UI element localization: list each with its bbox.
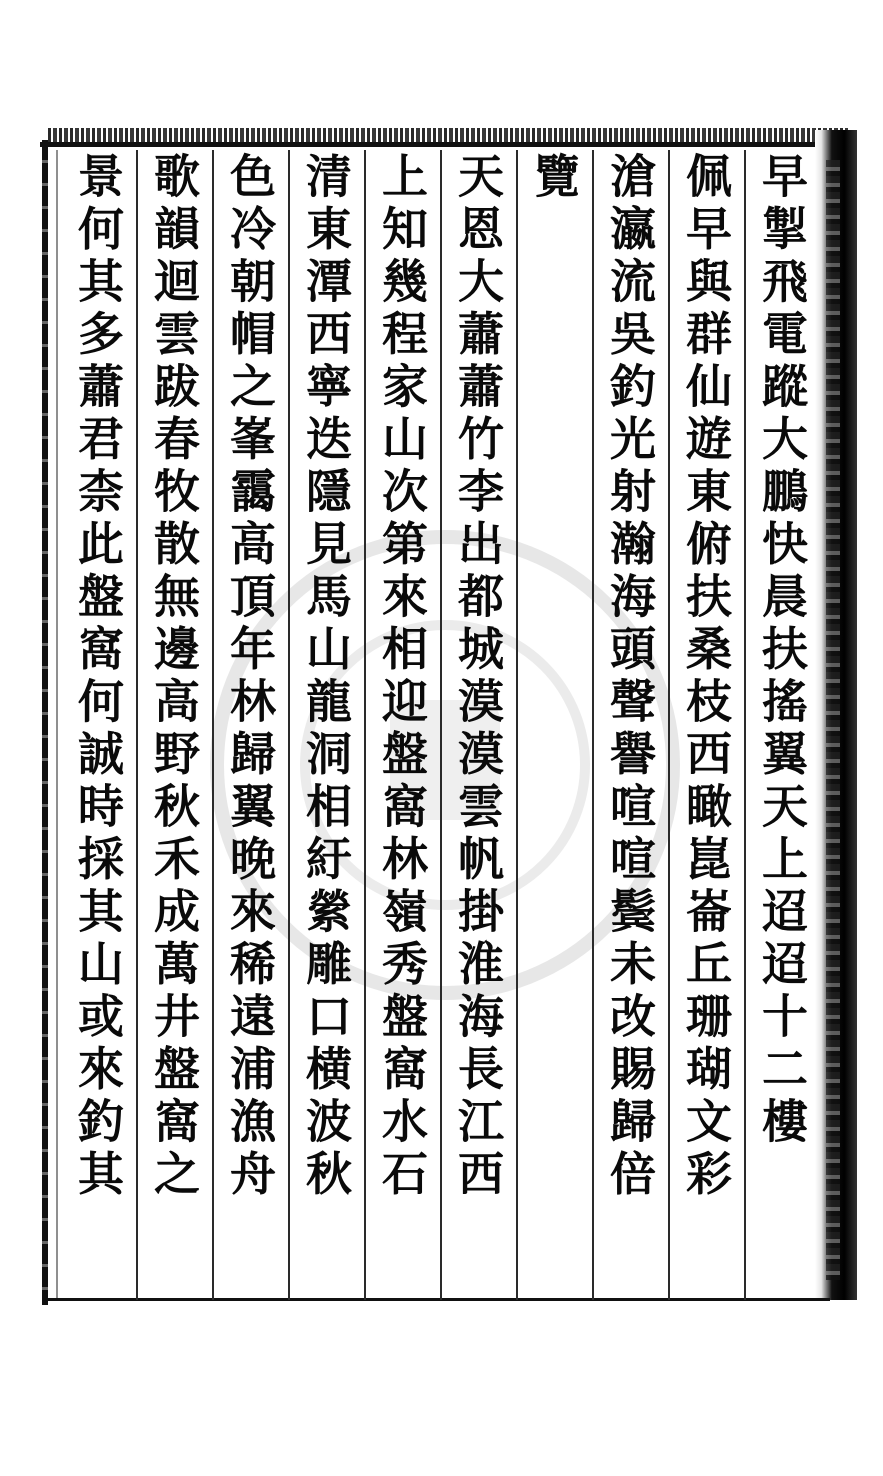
column-text: 歌韻迴雲跋春牧散無邊高野秋禾成萬井盤窩之: [147, 152, 201, 1202]
text-column-8: [214, 150, 286, 1300]
column-text: 天恩大蕭蕭竹李出都城漠漠雲帆掛淮海長江西: [451, 152, 505, 1202]
column-text: 上知幾程家山次第來相迎盤窩林嶺秀盤窩水石: [375, 152, 429, 1202]
right-page-edge-texture: [826, 160, 840, 1280]
column-text: 景何其多蕭君柰此盤窩何誠時採其山或來釣其: [71, 152, 125, 1202]
column-text: 色冷朝帽之峯靄高頂年林歸翼晚來稀遠浦漁舟: [223, 152, 277, 1202]
text-column-10: [62, 150, 134, 1300]
left-border: [42, 140, 48, 1305]
text-column-9: [138, 150, 210, 1300]
column-text: 佩早與群仙遊東俯扶桑枝西瞰崑崙丘珊瑚文彩: [679, 152, 733, 1202]
text-column-4: [518, 150, 590, 1300]
text-column-1: [746, 150, 818, 1300]
column-text: 早掣飛電蹤大鵬快晨扶搖翼天上迢迢十二樓: [755, 152, 809, 1150]
text-column-3: [594, 150, 666, 1300]
top-border-line: [40, 142, 850, 147]
text-column-5: [442, 150, 514, 1300]
left-inner-border: [56, 150, 58, 1300]
text-column-2: [670, 150, 742, 1300]
column-text: 覽: [527, 152, 581, 205]
column-text: 滄瀛流吳釣光射瀚海頭聲譽喧喧鬓未改賜歸倍: [603, 152, 657, 1202]
text-column-7: [290, 150, 362, 1300]
column-text: 清東潭西寧迭隱見馬山龍洞相紆縈雕口横波秋: [299, 152, 353, 1202]
text-column-6: [366, 150, 438, 1300]
